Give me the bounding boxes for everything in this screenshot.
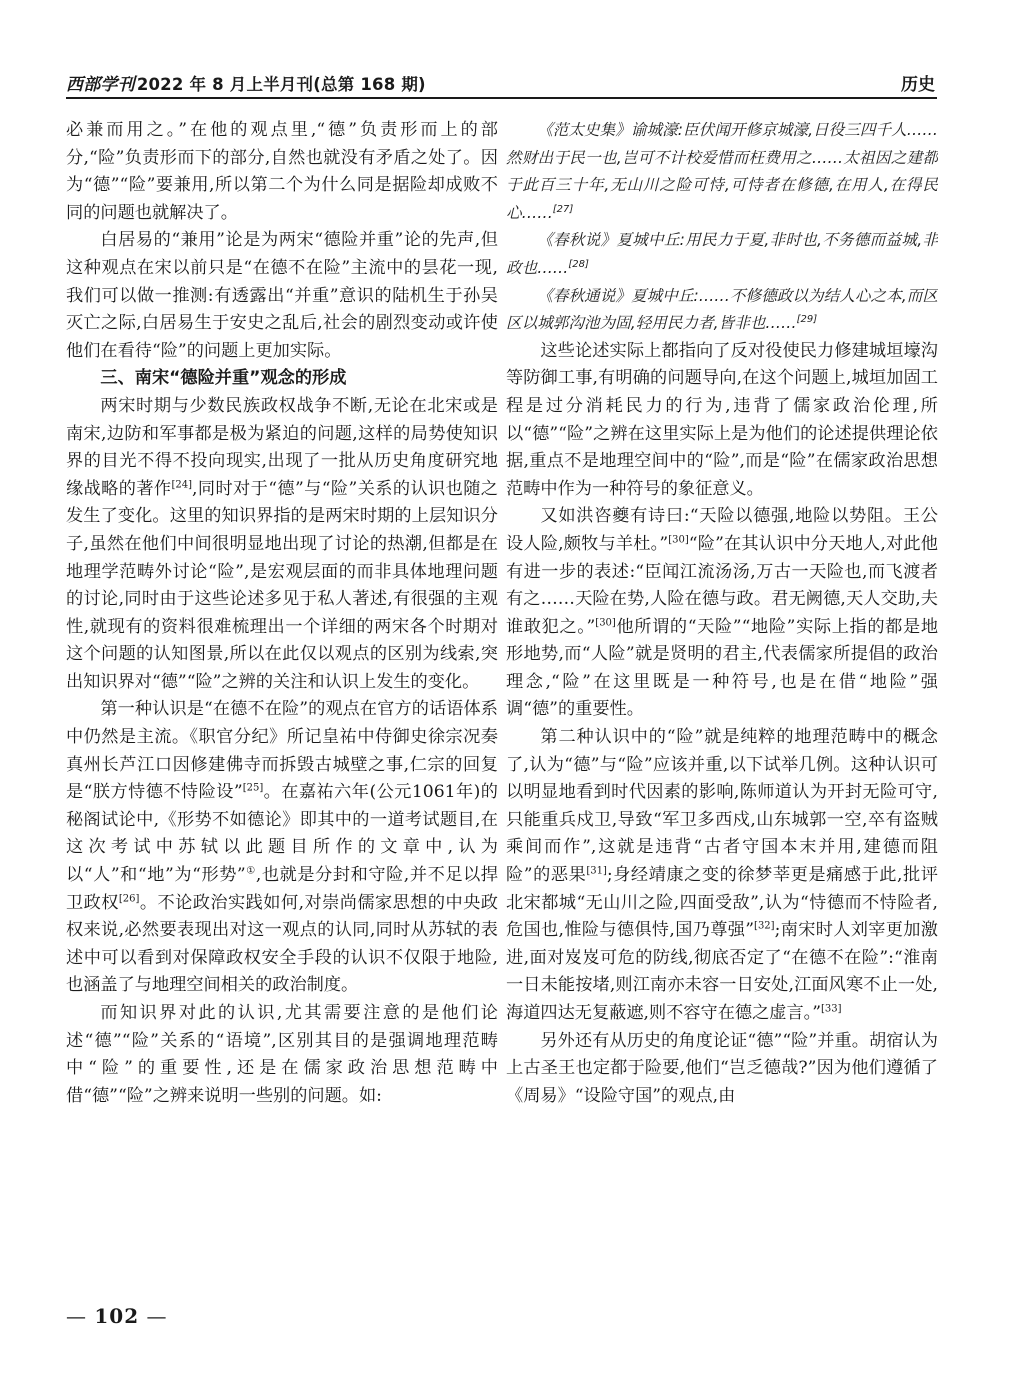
citation-ref: [30]: [595, 616, 616, 628]
paragraph-text: 。在嘉祐六年(公元1061年)的秘阁试论中,《形势不如德论》即其中的一道考试题目,在这次考试中苏轼以此题目所作的文章中,认为以“人”和“地”为“形势”: [66, 782, 498, 886]
section-heading: [66, 365, 498, 393]
citation-ref: [28]: [568, 258, 589, 270]
paragraph-text: ;南宋时人刘宰更加激进,面对岌岌可危的防线,彻底否定了“在德不在险”:“淮南一日未能按堵,则江南亦未容一日安处,江面风寒不止一处,海道四达无复蔽遮,则不容守在德之虚言。”: [506, 920, 938, 1023]
paragraph-text: 《范太史集》谕城濠:臣伏闻开修京城濠,日役三四千人……然财出于民一也,岂可不计校爱惜而枉费用之……太祖因之建都于此百三十年,无山川之险可恃,可恃者在修德,在用人,在得民心……: [506, 121, 938, 222]
section-label: 历史: [901, 75, 935, 95]
paragraph-text: “险”在其认识中分天地人,对此他有进一步的表述:“臣闻江流汤汤,万古一天险也,而飞渡者有之……天险在势,人险在德与政。君无阙德,天人交助,夫谁敢犯之。”: [506, 533, 938, 637]
header-rule: [66, 97, 937, 99]
paragraph: [66, 696, 498, 1000]
citation-ref: [31]: [586, 865, 607, 877]
citation-ref: ①: [245, 865, 256, 877]
page-footer: — 102 —: [66, 1304, 168, 1328]
paragraph-text: 他所谓的“天险”“地险”实际上指的都是地形地势,而“人险”就是贤明的君主,代表儒家所提倡的政治理念,“险”在这里既是一种符号,也是在借“地险”强调“德”的重要性。: [506, 616, 938, 720]
citation-ref: [30]: [668, 534, 689, 546]
paragraph-text: 三、南宋“德险并重”观念的形成: [100, 368, 347, 389]
paragraph-text: 白居易的“兼用”论是为两宋“德险并重”论的先声,但这种观点在宋以前只是“在德不在险”主流中的昙花一现,我们可以做一推测:有透露出“并重”意识的陆机生于孙吴灭亡之际,白居易生于安史之乱后,社会的剧烈变动或许使他们在看待“险”的问题上更加实际。: [66, 230, 498, 361]
citation-ref: [32]: [754, 920, 775, 932]
paragraph-text: ;身经靖康之变的徐梦莘更是痛感于此,批评北宋都城“无山川之险,四面受敌”,认为“恃德而不恃险者,危国也,惟险与德俱恃,国乃尊强”: [506, 865, 938, 941]
paragraph-text: 《春秋说》夏城中丘:用民力于夏,非时也,不务德而益城,非政也……: [506, 231, 938, 277]
citation-ref: [33]: [821, 1003, 842, 1015]
paragraph: [506, 1028, 938, 1111]
paragraph-text: 第二种认识中的“险”就是纯粹的地理范畴中的概念了,认为“德”与“险”应该并重,以下试举几例。这种认识可以明显地看到时代因素的影响,陈师道认为开封无险可守,只能重兵戍卫,导致“军卫多西戍,山东城郭一空,卒有盗贼乘间而作”,这就是违背“古者守国本末并用,建德而阻险”的恶果: [506, 727, 938, 886]
paragraph-text: 必兼而用之。”在他的观点里,“德”负责形而上的部分,“险”负责形而下的部分,自然也就没有矛盾之处了。因为“德”“险”要兼用,所以第二个为什么同是据险却成败不同的问题也就解决了。: [66, 120, 498, 223]
header-journal-issue: [66, 70, 426, 95]
block-quote: [506, 117, 938, 227]
paragraph: [66, 227, 498, 365]
paragraph-text: 第一种认识是“在德不在险”的观点在官方的话语体系中仍然是主流。《职官分纪》所记皇祐中侍御史徐宗况奏真州长芦江口因修建佛寺而拆毁古城壁之事,仁宗的回复是“朕方恃德不恃险设”: [66, 699, 498, 803]
paragraph-text: ,同时对于“德”与“险”关系的认识也随之发生了变化。这里的知识界指的是两宋时期的上层知识分子,虽然在他们中间很明显地出现了讨论的热潮,但都是在地理学范畴外讨论“险”,是宏观层面的而非具体地理问题的讨论,同时由于这些论述多见于私人著述,有很强的主观性,就现有的资料很难梳理出一个详细的两宋各个时期对这个问题的认知图景,所以在此仅以观点的区别为线索,突出知识界对“德”“险”之辨的关注和认识上发生的变化。: [66, 478, 498, 692]
issue-info: 2022 年 8 月上半月刊(总第 168 期): [136, 75, 426, 94]
paragraph-text: ,也就是分封和守险,并不足以捍卫政权: [66, 865, 498, 913]
journal-logo: 西部学刊: [66, 75, 135, 95]
paragraph: [66, 393, 498, 697]
paragraph-text: 两宋时期与少数民族政权战争不断,无论在北宋或是南宋,边防和军事都是极为紧迫的问题,这样的局势使知识界的目光不得不投向现实,出现了一批从历史角度研究地缘战略的著作: [66, 395, 498, 499]
paragraph: [66, 117, 498, 227]
paragraph-text: 。不论政治实践如何,对崇尚儒家思想的中央政权来说,必然要表现出对这一观点的认同,同时从苏轼的表述中可以看到对保障政权安全手段的认识不仅限于地险,也涵盖了与地理空间相关的政治制度。: [66, 892, 498, 996]
right-column: [506, 117, 938, 1297]
running-header: [66, 68, 937, 98]
citation-ref: [26]: [118, 892, 140, 904]
paragraph-text: 这些论述实际上都指向了反对役使民力修建城垣壕沟等防御工事,有明确的问题导向,在这个问题上,城垣加固工程是过分消耗民力的行为,违背了儒家政治伦理,所以“德”“险”之辨在这里实际上是为他们的论述提供理论依据,重点不是地理空间中的“险”,而是“险”在儒家政治思想范畴中作为一种符号的象征意义。: [506, 340, 938, 499]
citation-ref: [24]: [171, 478, 193, 490]
paragraph-text: 另外还有从历史的角度论证“德”“险”并重。胡宿认为上古圣王也定都于险要,他们“岂乏德哉?”因为他们遵循了《周易》“设险守国”的观点,由: [506, 1030, 938, 1106]
paragraph: [506, 503, 938, 724]
citation-ref: [27]: [552, 203, 574, 215]
paragraph: [66, 1000, 498, 1110]
paragraph-text: 又如洪咨夔有诗曰:“天险以德强,地险以势阻。王公设人险,颇牧与羊杜。”: [506, 506, 938, 554]
page-number: 102: [94, 1304, 140, 1328]
paragraph: [506, 338, 938, 504]
citation-ref: [29]: [796, 313, 818, 325]
paragraph: [506, 724, 938, 1028]
block-quote: [506, 227, 938, 282]
left-column: [66, 117, 498, 1297]
paragraph-text: 而知识界对此的认识,尤其需要注意的是他们论述“德”“险”关系的“语境”,区别其目的是强调地理范畴中“险”的重要性,还是在儒家政治思想范畴中借“德”“险”之辨来说明一些别的问题。如:: [66, 1003, 498, 1106]
citation-ref: [25]: [242, 782, 264, 794]
paragraph-text: 《春秋通说》夏城中丘:……不修德政以为结人心之本,而区区以城郭沟池为固,轻用民力者,皆非也……: [506, 286, 938, 333]
block-quote: [506, 283, 938, 338]
